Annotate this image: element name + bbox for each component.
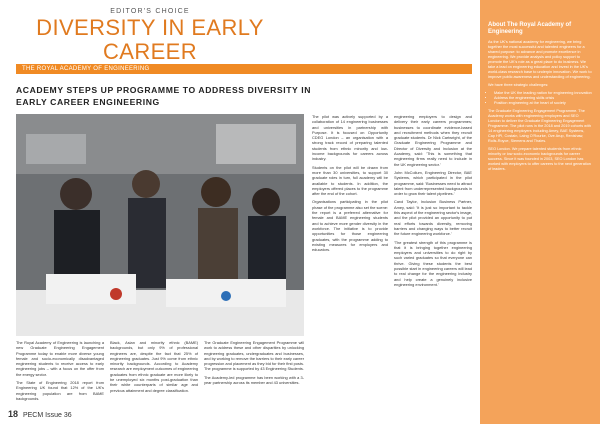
sidebar-paragraph: As the UK's national academy for engineering, we bring together the most successful and talented engineers for a shared purpose: to advance and promote excellence in engineering. We provide analysis and policy support to promote the UK's role as a great place to do business. We take a lead on engineering education and invest in the UK's world-class research base to underpin innovation. We work to improve public awareness and understanding of engineering.: [488, 40, 592, 79]
sidebar-paragraph: The Graduate Engineering Engagement Programme. The Academy works with engineering employers and SEO London to deliver the Graduate Engineering Engagement Programme. The pilot runs in the 2018 and 2019 cohorts with 14 engineering employers including Amey, BAE Systems, Cap HPI, Costain, Laing O'Rourke, Ove Arup, Renishaw, Rolls-Royce, Siemens and Thales.: [488, 109, 591, 143]
list-item: • Make the UK the leading nation for engineering innovation: [494, 91, 592, 96]
paragraph: Organisations participating in the pilot phase of the programme also set the scene: the report is a preferred alternative for female and BAME engineering students and to achieve more gender diversity in the workforce. The initiative is to provide opportunities for those engineering graduates, with the programme adding to existing measures for employers and educators.: [312, 199, 388, 253]
section-bar: [16, 64, 472, 74]
paragraph: 'The greatest strength of this programme is that it is bringing together engineering employers and universities to do right by such varied graduates so that everyone can thrive. Giving these students the best possible start in engineering careers will lead to real change for the engineering industry and help create a genuinely inclusive engineering environment.': [394, 239, 472, 287]
article-column-2: [110, 340, 198, 396]
article-column-4: [312, 114, 388, 255]
page-title: DIVERSITY IN EARLY CAREER: [36, 15, 264, 64]
challenges-list: [488, 91, 592, 106]
publication-name: PECM: [22, 412, 44, 419]
editors-choice-kicker: EDITOR'S CHOICE: [110, 8, 190, 15]
paragraph: Carol Taylor, Inclusion Business Partner, Amey, said: 'It is just so important to tackle this aspect of the engineering sector's image, and the pilot provided an opportunity to put real efforts towards diversity, removing barriers and changing ways to better recruit the future engineering workforce.': [394, 199, 472, 237]
paragraph: Black, Asian and minority ethnic (BAME) backgrounds, but only 9% of professional engineers are, despite the fact that 25% of engineering graduates. Just 9% come from ethnic minority backgrounds. According to Academy research are employment outcomes of engineering graduates from ethnic graduate are more likely to be unemployed six months post-graduation than their white counterparts of similar age and previous attainment and degree classification.: [110, 340, 198, 393]
paragraph: The Graduate Engineering Engagement Programme will work to address these and other disparities by unlocking engineering graduates, undergraduates and businesses, and by working to remove the barriers to their early career progression and placement as they bid for their first posts. The programme is supported by 43 Engineering Students.: [204, 340, 304, 372]
page-number: 18: [8, 409, 19, 419]
paragraph: The Royal Academy of Engineering is launching a new Graduate Engineering Engagement Programme today to enable more diverse young female and socio-economically disadvantaged engineering students to receive access to early engineering jobs – with a focus on the offer from the energy sector.: [16, 340, 104, 377]
paragraph: engineering employers to design and delivery their early careers programmes; businesses to coordinate evidence-based and recruitment methods when they recruit graduate students. Dr Nick Cartwright, of the Graduate Engineering Programme and Director of Diversity and Inclusion at the Academy, said: 'This is something that engineering firms really need to include in the UK engineering sector.': [394, 114, 472, 167]
article-headline: ACADEMY STEPS UP PROGRAMME TO ADDRESS DIVERSITY IN EARLY CAREER ENGINEERING: [16, 85, 312, 107]
about-sidebar: [480, 0, 600, 424]
issue-label: Issue 36: [45, 412, 72, 419]
section-label: THE ROYAL ACADEMY OF ENGINEERING: [22, 66, 150, 72]
paragraph: The Academy-led programme has been working with a 3-year partnership across its member and 43 universities.: [204, 374, 304, 386]
article-column-1: [16, 340, 104, 404]
article-column-3: [204, 340, 304, 388]
page-footer: [8, 409, 72, 419]
sidebar-title: About The Royal Academy of Engineering: [488, 22, 572, 35]
paragraph: Students on the pilot will be drawn from more than 30 universities, to support 30 graduate roles in turn, full academy will be available to students. In addition, the employers offered places to the programme after the end of the cohort.: [312, 164, 388, 197]
list-item: • Position engineering at the heart of society: [494, 101, 592, 106]
list-item: • Address the engineering skills crisis: [494, 96, 592, 101]
article-column-5: [394, 114, 472, 290]
sidebar-paragraph: SEO London. We prepare talented students from ethnic minority or low socio-economic backgrounds for career success. Since it was founded in 2003, SEO London has worked with employers to offer careers to the next generation of leaders.: [488, 147, 591, 171]
event-photo: [16, 114, 304, 336]
sidebar-paragraph: We have three strategic challenges:: [488, 83, 549, 87]
paragraph: The State of Engineering 2018 report from Engineering UK found that 12% of the UK's engineering population are from BAME backgrounds.: [16, 380, 104, 401]
paragraph: The pilot was actively supported by a collaboration of 14 engineering businesses and universities in partnership with Purpose. It is focused on Opportunity CDEG London – an organisation with a strong track record of preparing talented students from ethnic minority and low-income backgrounds for careers across industry.: [312, 114, 388, 162]
paragraph: John McCollum, Engineering Director, BAE Systems, which participated in the pilot programme, said: 'Businesses need to attract talent from underrepresented backgrounds in order to grow their talent pipelines.': [394, 169, 472, 197]
